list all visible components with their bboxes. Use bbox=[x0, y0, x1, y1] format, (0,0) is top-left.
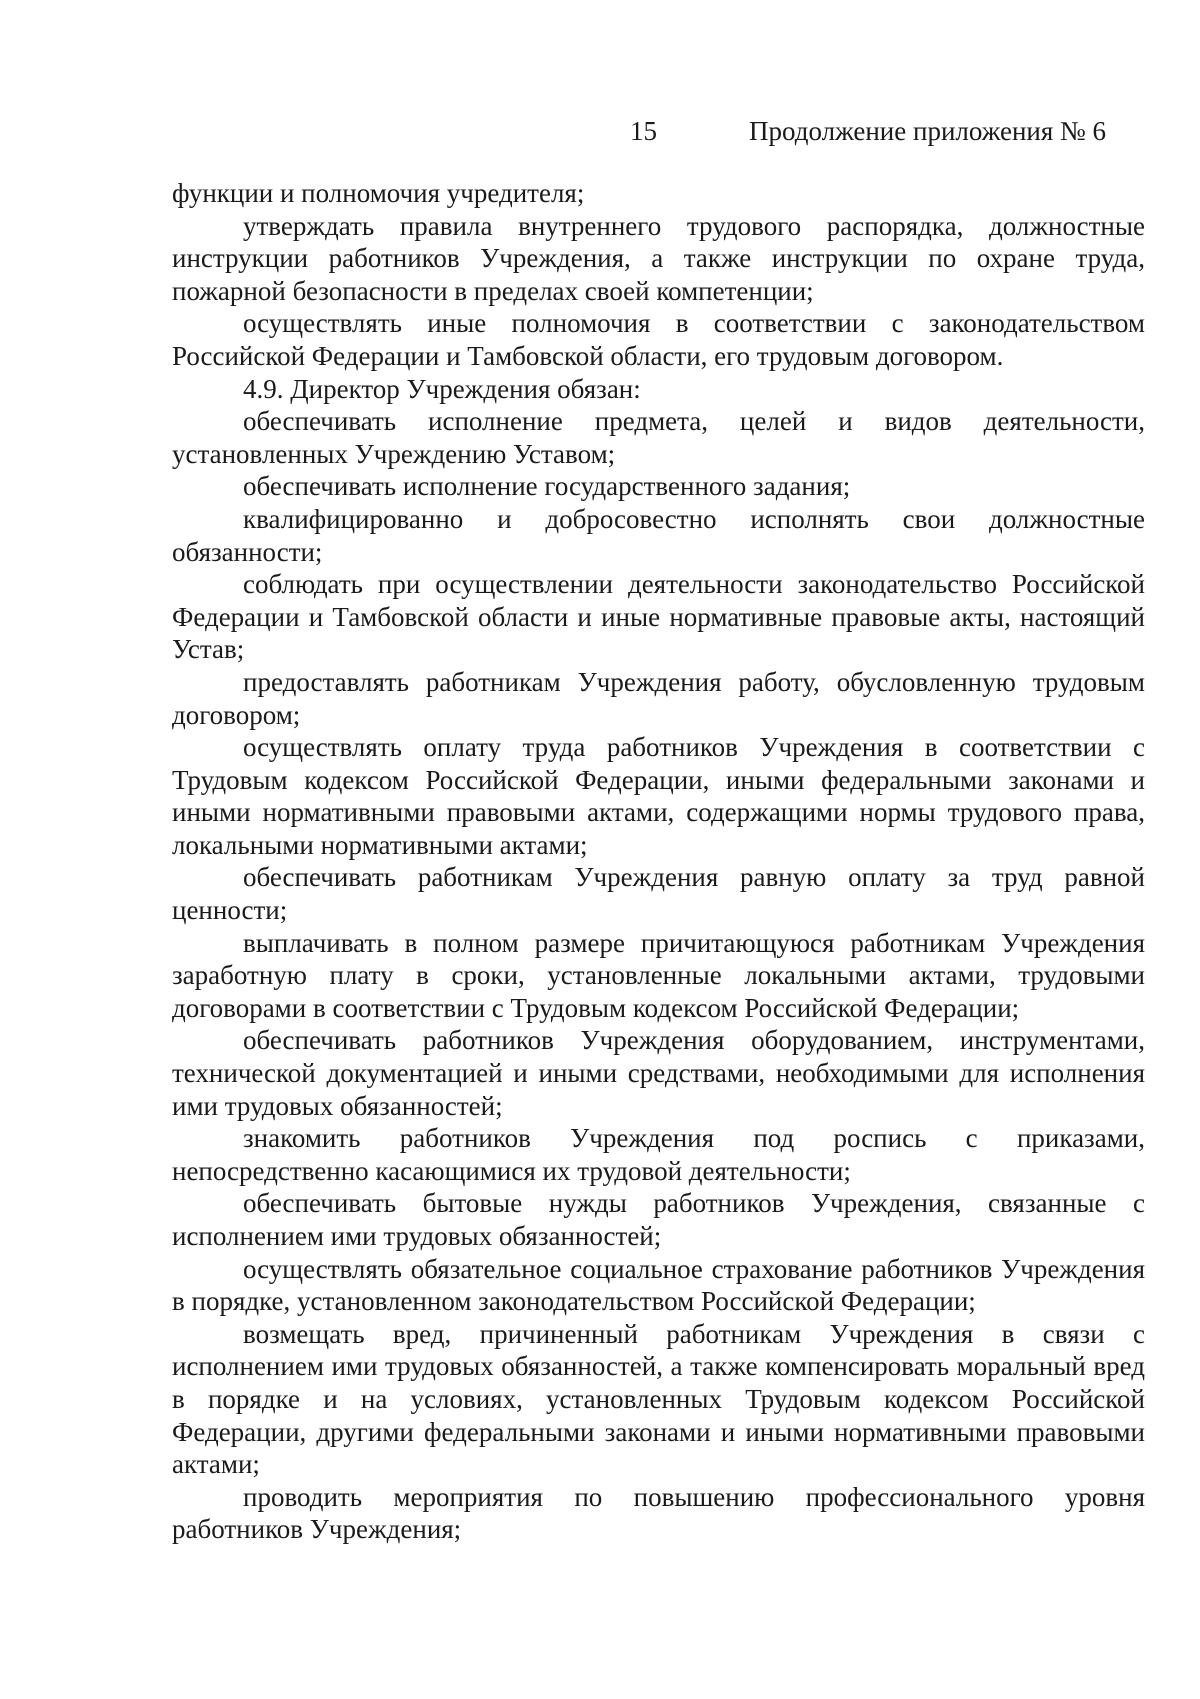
paragraph-12: выплачивать в полном размере причитающуюся работникам Учреждения заработную плату в сроки, установленные локальными актами, трудовыми договорами в соответствии с Трудовым кодексом Российской Федерации; bbox=[172, 927, 1145, 1023]
paragraph-1: функции и полномочия учредителя; bbox=[172, 178, 585, 208]
paragraph-6: обеспечивать исполнение государственного задания; bbox=[243, 471, 851, 502]
appendix-continuation-label: Продолжение приложения № 6 bbox=[749, 116, 1107, 146]
paragraph-13: обеспечивать работников Учреждения оборудованием, инструментами, технической документацией и иными средствами, необходимыми для исполнения ими трудовых обязанностей; bbox=[172, 1025, 1145, 1121]
paragraph-10: осуществлять оплату труда работников Учреждения в соответствии с Трудовым кодексом Российской Федерации, иными федеральными законами и иными нормативными правовыми актами, содержащими нормы трудового права, локальными нормативными актами; bbox=[172, 732, 1145, 860]
page-header bbox=[0, 116, 1200, 156]
section-heading-4-9: 4.9. Директор Учреждения обязан: bbox=[243, 373, 641, 404]
document-body bbox=[172, 177, 1145, 1546]
paragraph-15: обеспечивать бытовые нужды работников Учреждения, связанные с исполнением ими трудовых обязанностей; bbox=[172, 1188, 1145, 1251]
page-number: 15 bbox=[630, 116, 657, 146]
paragraph-2: утверждать правила внутреннего трудового распорядка, должностные инструкции работников Учреждения, а также инструкции по охране труда, пожарной безопасности в пределах своей компетенции; bbox=[172, 210, 1145, 306]
paragraph-9: предоставлять работникам Учреждения работу, обусловленную трудовым договором; bbox=[172, 666, 1145, 730]
paragraph-8: соблюдать при осуществлении деятельности законодательство Российской Федерации и Тамбовской области и иные нормативные правовые акты, настоящий Устав; bbox=[172, 569, 1145, 665]
paragraph-11: обеспечивать работникам Учреждения равную оплату за труд равной ценности; bbox=[172, 862, 1145, 926]
paragraph-17: возмещать вред, причиненный работникам Учреждения в связи с исполнением ими трудовых обязанностей, а также компенсировать моральный вред в порядке и на условиях, установленных Трудовым кодексом Российской Федерации, другими федеральными законами и иными нормативными правовыми актами; bbox=[172, 1318, 1145, 1480]
paragraph-3: осуществлять иные полномочия в соответствии с законодательством Российской Федерации и Тамбовской области, его трудовым договором. bbox=[172, 308, 1145, 371]
paragraph-14: знакомить работников Учреждения под роспись с приказами, непосредственно касающимися их трудовой деятельности; bbox=[172, 1123, 1145, 1186]
paragraph-5: обеспечивать исполнение предмета, целей и видов деятельности, установленных Учреждению Уставом; bbox=[172, 406, 1145, 469]
paragraph-16: осуществлять обязательное социальное страхование работников Учреждения в порядке, установленном законодательством Российской Федерации; bbox=[172, 1253, 1145, 1317]
paragraph-18: проводить мероприятия по повышению профессионального уровня работников Учреждения; bbox=[172, 1481, 1145, 1545]
paragraph-7: квалифицированно и добросовестно исполнять свои должностные обязанности; bbox=[172, 503, 1145, 567]
